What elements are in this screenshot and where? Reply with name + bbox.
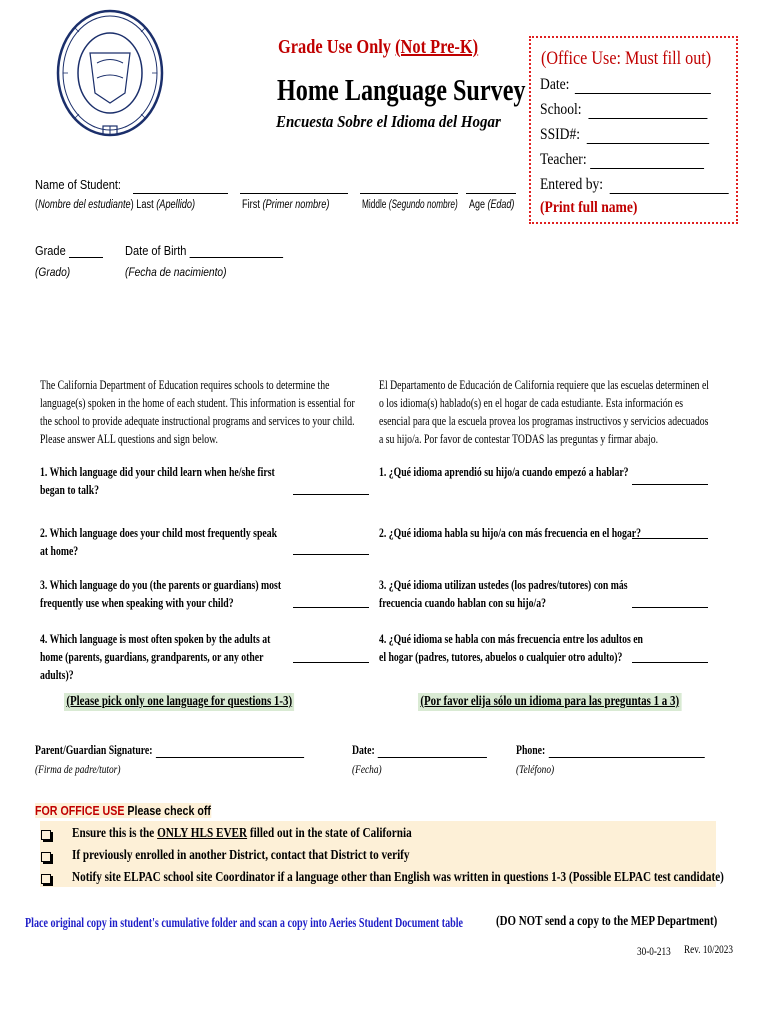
phone-label: Phone: [516,743,704,758]
dob-label: Date of Birth [125,243,283,258]
office-use-heading: (Office Use: Must fill out) [541,48,712,69]
question-3-answer-es[interactable] [632,607,708,608]
form-title: Home Language Survey [277,72,526,107]
office-teacher-field[interactable]: Teacher: [540,151,704,169]
checkbox-1[interactable] [41,827,51,845]
form-subtitle: Encuesta Sobre el Idioma del Hogar [276,112,501,131]
age-field[interactable] [466,193,516,194]
office-ssid-field[interactable]: SSID#: [540,126,709,144]
grade-es-label: (Grado) [35,265,71,279]
intro-spanish: El Departamento de Educación de California requiere que las escuelas determinen el o los idioma(s) hablado(s) en el hogar de cada estudiante. Esta información es esencial para que la escuela provea los programas instructivos y servicios adecuados a su hijo/a. Por favor de contestar TODAS las preguntas y firmar abajo. [379,378,710,446]
question-2-answer-es[interactable] [632,538,708,539]
grade-field[interactable] [69,257,103,258]
question-3-answer[interactable] [293,607,369,608]
question-4-answer[interactable] [293,662,369,663]
intro-english: The California Department of Education requires schools to determine the language(s) spoken in the home of each student. This information is essential for the school to provide adequate instructional programs and services to your child. Please answer ALL questions and sign below. [40,378,355,446]
office-school-field[interactable]: School: [540,101,707,119]
dob-field[interactable] [190,257,284,258]
question-2-en: 2. Which language does your child most frequently speak at home? [40,526,278,558]
question-1-answer[interactable] [293,494,369,495]
first-name-field[interactable] [240,193,348,194]
middle-name-field[interactable] [360,193,458,194]
question-4-es: 4. ¿Qué idioma se habla con más frecuencia entre los adultos en el hogar (padres, tutores, abuelos o cualquier otro adulto)? [379,632,643,664]
student-name-sublabels: (Nombre del estudiante) Last (Apellido) [35,199,196,211]
checklist-item-2: If previously enrolled in another District, contact that District to verify [72,848,410,863]
parent-signature-field[interactable] [156,757,304,758]
question-1-answer-es[interactable] [632,484,708,485]
office-entered-by-field[interactable]: Entered by: [540,176,729,194]
parent-signature-label: Parent/Guardian Signature: [35,743,304,758]
phone-es: (Teléfono) [516,762,555,776]
signature-date-es: (Fecha) [352,762,382,776]
dob-es-label: (Fecha de nacimiento) [125,265,227,279]
checklist-item-1: Ensure this is the ONLY HLS EVER filled out in the state of California [72,826,412,841]
form-number: 30-0-213 [637,946,671,958]
grade-use-heading: Grade Use Only (Not Pre-K) [278,36,479,58]
pick-one-note-en: (Please pick only one language for questions 1-3) [64,693,294,711]
checkbox-icon [41,852,51,862]
student-name-label: Name of Student: [35,177,121,192]
first-name-label: First (Primer nombre) [242,199,330,211]
age-label: Age (Edad) [469,199,515,211]
do-not-send-note: (DO NOT send a copy to the MEP Department) [496,914,718,929]
question-2-es: 2. ¿Qué idioma habla su hijo/a con más frecuencia en el hogar? [379,526,641,540]
pick-one-note-es: (Por favor elija sólo un idioma para las preguntas 1 a 3) [418,693,681,711]
question-1-es: 1. ¿Qué idioma aprendió su hijo/a cuando empezó a hablar? [379,465,629,479]
phone-field[interactable] [548,757,704,758]
office-use-checklist-label: FOR OFFICE USE Please check off [35,803,211,818]
checkbox-icon [41,830,51,840]
question-3-es: 3. ¿Qué idioma utilizan ustedes (los padres/tutores) con más frecuencia cuando hablan con su hijo/a? [379,578,628,610]
place-original-instruction: Place original copy in student's cumulative folder and scan a copy into Aeries Student Document table [25,916,464,931]
question-4-answer-es[interactable] [632,662,708,663]
checkbox-2[interactable] [41,849,51,867]
print-full-name-note: (Print full name) [540,199,638,216]
checklist-item-3: Notify site ELPAC school site Coordinator if a language other than English was written in questions 1-3 (Possible ELPAC test candidate) [72,870,724,885]
checkbox-3[interactable] [41,871,51,889]
middle-name-label: Middle (Segundo nombre) [362,199,458,211]
question-4-en: 4. Which language is most often spoken by the adults at home (parents, guardians, grandparents, or any other adults)? [40,632,271,682]
question-2-answer[interactable] [293,554,369,555]
signature-date-field[interactable] [378,757,487,758]
grade-label: Grade [35,243,103,258]
office-date-field[interactable]: Date: [540,76,711,94]
signature-date-label: Date: [352,743,487,758]
question-3-en: 3. Which language do you (the parents or guardians) most frequently use when speaking with your child? [40,578,282,610]
revision-date: Rev. 10/2023 [684,944,733,956]
question-1-en: 1. Which language did your child learn when he/she first began to talk? [40,465,275,497]
last-name-field[interactable] [133,193,228,194]
school-district-seal [55,8,165,138]
checkbox-icon [41,874,51,884]
parent-signature-es: (Firma de padre/tutor) [35,762,121,776]
